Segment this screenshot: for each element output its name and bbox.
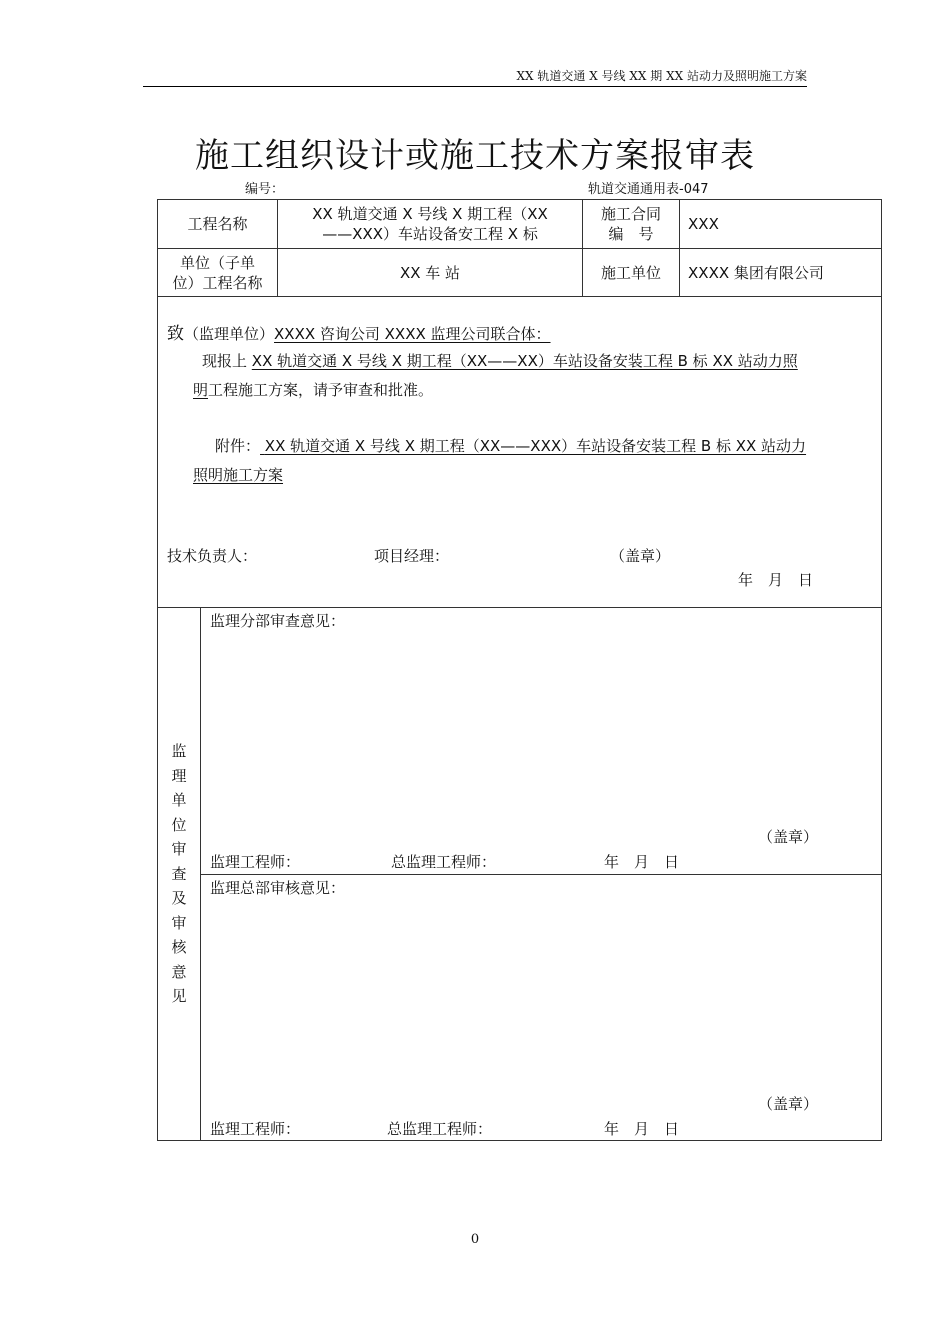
seal-label: （盖章） bbox=[610, 547, 671, 565]
review-side-label bbox=[158, 608, 201, 1141]
branch-review-row bbox=[158, 608, 882, 875]
side-label-char: 核 bbox=[171, 938, 187, 957]
tech-lead-label: 技术负责人： bbox=[167, 547, 258, 565]
submission-cell bbox=[158, 297, 881, 607]
attachment-line-1: 附件： XX 轨道交通 X 号线 X 期工程（XX——XXX）车站设备安装工程 B 标 XX 站动力 bbox=[215, 437, 807, 455]
hq-review-label: 监理总部审核意见： bbox=[210, 879, 346, 897]
branch-seal-label: （盖章） bbox=[758, 828, 819, 846]
submission-date: 年 月 日 bbox=[738, 571, 814, 589]
hq-review-date: 年 月 日 bbox=[604, 1120, 680, 1138]
attachment-value: XX 轨道交通 X 号线 X 期工程（XX——XXX）车站设备安装工程 B 标 XX 站动力 bbox=[264, 437, 807, 455]
project-name-row bbox=[158, 200, 882, 249]
project-name-label: 工程名称 bbox=[158, 200, 278, 249]
hq-review-row bbox=[158, 875, 882, 1141]
contract-number-label: 施工合同 编 号 bbox=[583, 200, 680, 249]
page-header: XX 轨道交通 X 号线 XX 期 XX 站动力及照明施工方案 bbox=[516, 69, 807, 83]
hq-review-cell bbox=[201, 875, 881, 1140]
side-label-char: 及 bbox=[171, 889, 187, 908]
side-label-char: 监 bbox=[171, 742, 187, 761]
unit-row bbox=[158, 249, 882, 297]
approval-form-table bbox=[157, 199, 882, 1141]
project-manager-label: 项目经理： bbox=[374, 547, 450, 565]
side-label-char: 位 bbox=[171, 815, 187, 834]
page-number: 0 bbox=[470, 1232, 480, 1247]
branch-chief-label: 总监理工程师： bbox=[391, 853, 497, 871]
branch-review-cell bbox=[201, 608, 881, 874]
side-label-char: 单 bbox=[171, 791, 187, 810]
branch-review-date: 年 月 日 bbox=[604, 853, 680, 871]
side-label-char: 审 bbox=[171, 840, 187, 859]
addressee-line: 致（监理单位）XXXX 咨询公司 XXXX 监理公司联合体： bbox=[167, 324, 551, 344]
side-label-char: 审 bbox=[171, 913, 187, 932]
side-label-char: 意 bbox=[171, 962, 187, 981]
contractor-value: XXXX 集团有限公司 bbox=[680, 249, 882, 297]
unit-name-value: XX 车 站 bbox=[278, 249, 583, 297]
branch-engineer-label: 监理工程师： bbox=[210, 853, 301, 871]
header-rule bbox=[143, 86, 807, 87]
report-line-2: 明工程施工方案，请予审查和批准。 bbox=[193, 381, 434, 399]
unit-name-label: 单位（子单 位）工程名称 bbox=[158, 249, 278, 297]
branch-review-label: 监理分部审查意见： bbox=[210, 612, 346, 630]
contract-number-value: XXX bbox=[680, 200, 882, 249]
form-code: 轨道交通通用表-047 bbox=[588, 182, 709, 197]
addressee-value: XXXX 咨询公司 XXXX 监理公司联合体： bbox=[274, 325, 551, 343]
hq-chief-label: 总监理工程师： bbox=[387, 1120, 493, 1138]
side-label-char: 查 bbox=[171, 864, 187, 883]
project-name-value: XX 轨道交通 X 号线 X 期工程（XX ——XXX）车站设备安工程 X 标 bbox=[278, 200, 583, 249]
attachment-line-2: 照明施工方案 bbox=[193, 466, 284, 484]
submission-row bbox=[158, 297, 882, 608]
page-title: 施工组织设计或施工技术方案报审表 bbox=[195, 136, 755, 176]
contractor-label: 施工单位 bbox=[583, 249, 680, 297]
side-label-char: 见 bbox=[171, 987, 187, 1006]
serial-label: 编号： bbox=[245, 182, 285, 197]
report-line-1: 现报上 XX 轨道交通 X 号线 X 期工程（XX——XX）车站设备安装工程 B 标 XX 站动力照 bbox=[202, 352, 798, 370]
hq-engineer-label: 监理工程师： bbox=[210, 1120, 301, 1138]
hq-seal-label: （盖章） bbox=[758, 1095, 819, 1113]
side-label-char: 理 bbox=[171, 766, 187, 785]
